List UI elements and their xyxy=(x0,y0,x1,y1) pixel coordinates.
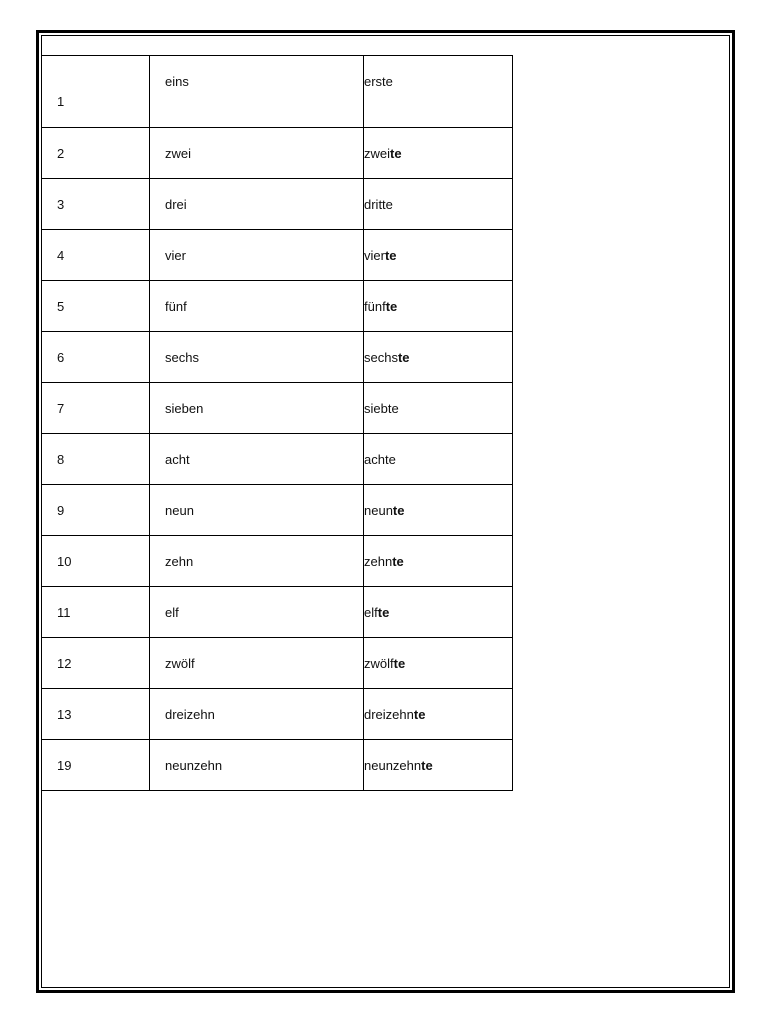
number-cell: 8 xyxy=(42,434,150,485)
number-cell: 19 xyxy=(42,740,150,791)
ordinal-suffix: te xyxy=(384,247,397,263)
ordinal-suffix: te xyxy=(421,757,433,773)
number-cell: 9 xyxy=(42,485,150,536)
cardinal-cell: zwölf xyxy=(150,638,364,689)
table-row xyxy=(42,587,513,638)
cardinal-cell: zehn xyxy=(150,536,364,587)
ordinal-cell xyxy=(364,536,513,587)
cardinal-cell: fünf xyxy=(150,281,364,332)
table-body xyxy=(42,56,513,791)
ordinal-cell xyxy=(364,383,513,434)
cardinal-cell: acht xyxy=(150,434,364,485)
number-cell: 10 xyxy=(42,536,150,587)
ordinal-cell xyxy=(364,56,513,128)
ordinal-numbers-table xyxy=(41,55,513,791)
ordinal-cell xyxy=(364,638,513,689)
number-cell: 4 xyxy=(42,230,150,281)
cardinal-cell: elf xyxy=(150,587,364,638)
ordinal-suffix: te xyxy=(413,706,426,722)
ordinal-stem: elf xyxy=(364,604,378,620)
number-cell: 6 xyxy=(42,332,150,383)
ordinal-cell xyxy=(364,587,513,638)
number-cell: 2 xyxy=(42,128,150,179)
ordinal-stem: zehn xyxy=(364,553,393,569)
table-row xyxy=(42,689,513,740)
ordinal-stem: dritte xyxy=(364,196,393,212)
ordinal-stem: zwei xyxy=(364,145,391,161)
ordinal-cell xyxy=(364,434,513,485)
number-cell: 3 xyxy=(42,179,150,230)
ordinal-stem: siebte xyxy=(364,400,399,416)
table-row xyxy=(42,740,513,791)
cardinal-cell: neun xyxy=(150,485,364,536)
ordinal-cell xyxy=(364,179,513,230)
number-cell: 7 xyxy=(42,383,150,434)
table-row xyxy=(42,281,513,332)
ordinal-cell xyxy=(364,740,513,791)
ordinal-suffix: te xyxy=(393,655,406,671)
cardinal-cell: eins xyxy=(150,56,364,128)
ordinal-suffix: te xyxy=(377,604,390,620)
ordinal-stem: neunzehn xyxy=(364,757,422,773)
table-row xyxy=(42,56,513,128)
table-row xyxy=(42,485,513,536)
table-row xyxy=(42,434,513,485)
ordinal-stem: sechs xyxy=(364,349,398,365)
table-row xyxy=(42,638,513,689)
table-row xyxy=(42,179,513,230)
table-row xyxy=(42,332,513,383)
table-row xyxy=(42,230,513,281)
cardinal-cell: dreizehn xyxy=(150,689,364,740)
cardinal-cell: vier xyxy=(150,230,364,281)
ordinal-suffix: te xyxy=(385,298,398,314)
cardinal-cell: sechs xyxy=(150,332,364,383)
ordinal-stem: zwölf xyxy=(364,655,394,671)
number-cell: 12 xyxy=(42,638,150,689)
ordinal-stem: vier xyxy=(364,247,385,263)
number-cell: 13 xyxy=(42,689,150,740)
ordinal-suffix: te xyxy=(392,553,404,569)
ordinal-stem: neun xyxy=(364,502,393,518)
ordinal-stem: dreizehn xyxy=(364,706,414,722)
ordinal-cell xyxy=(364,281,513,332)
ordinal-cell xyxy=(364,230,513,281)
table-row xyxy=(42,383,513,434)
cardinal-cell: sieben xyxy=(150,383,364,434)
ordinal-stem: erste xyxy=(364,74,393,89)
ordinal-suffix: te xyxy=(390,145,402,161)
table-row xyxy=(42,128,513,179)
number-cell: 1 xyxy=(42,56,150,128)
ordinal-cell xyxy=(364,128,513,179)
ordinal-cell xyxy=(364,332,513,383)
number-cell: 11 xyxy=(42,587,150,638)
ordinal-suffix: te xyxy=(392,502,405,518)
ordinal-cell xyxy=(364,485,513,536)
ordinal-suffix: te xyxy=(397,349,410,365)
table-row xyxy=(42,536,513,587)
number-cell: 5 xyxy=(42,281,150,332)
cardinal-cell: drei xyxy=(150,179,364,230)
ordinal-stem: fünf xyxy=(364,298,386,314)
ordinal-stem: achte xyxy=(364,451,396,467)
ordinal-cell xyxy=(364,689,513,740)
cardinal-cell: neunzehn xyxy=(150,740,364,791)
cardinal-cell: zwei xyxy=(150,128,364,179)
